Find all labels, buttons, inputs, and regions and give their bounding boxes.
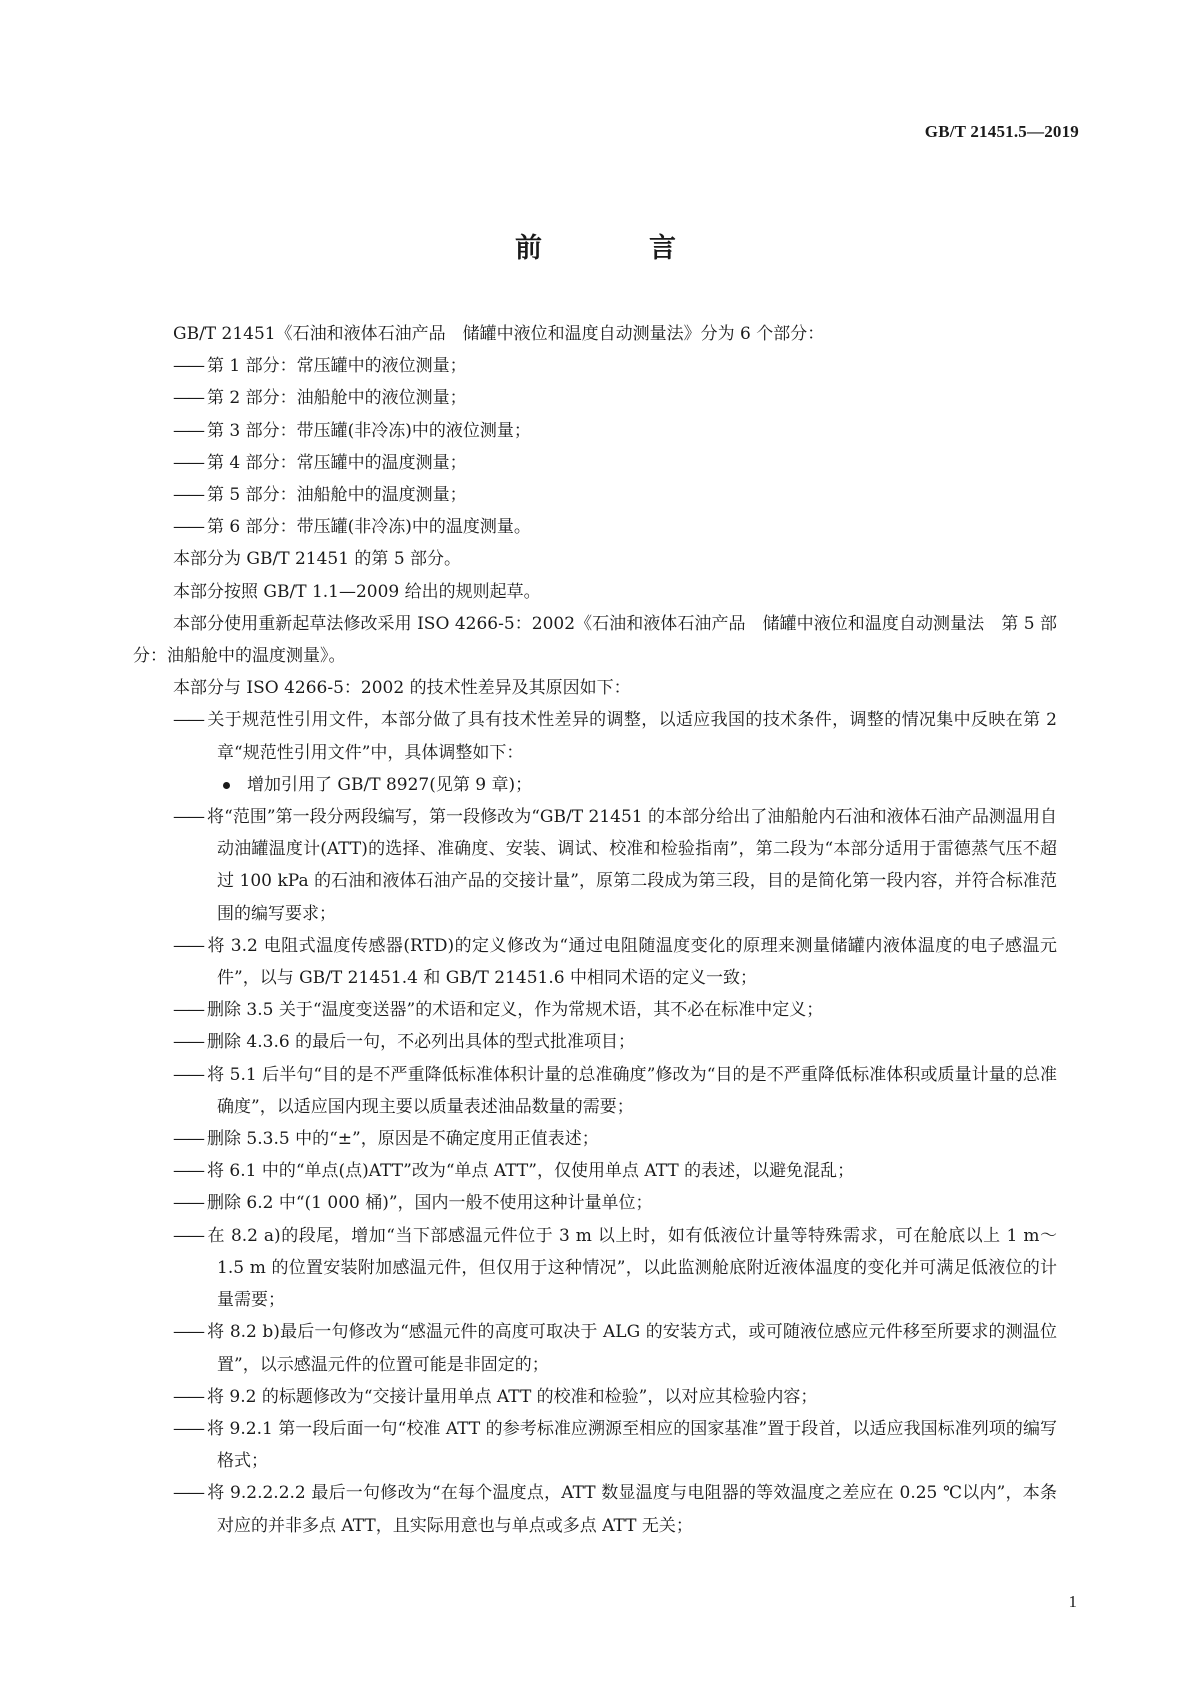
list-item: —— 将 9.2.2.2.2 最后一句修改为“在每个温度点，ATT 数显温度与电阻器的等效温度之差应在 0.25 ℃以内”，本条对应的并非多点 ATT，且实际用意也与单点或多点 ATT 无关； xyxy=(133,1477,1057,1541)
list-item: —— 将 3.2 电阻式温度传感器(RTD)的定义修改为“通过电阻随温度变化的原理来测量储罐内液体温度的电子感温元件”，以与 GB/T 21451.4 和 GB/T 21451.6 中相同术语的定义一致； xyxy=(133,930,1057,994)
paragraph: 本部分与 ISO 4266-5：2002 的技术性差异及其原因如下： xyxy=(173,678,631,699)
standard-code: GB/T 21451.5—2019 xyxy=(924,122,1079,141)
page-title: 前 言 xyxy=(515,233,716,264)
list-item: —— 第 3 部分：带压罐(非冷冻)中的液位测量； xyxy=(133,415,1057,447)
list-item: —— 第 5 部分：油船舱中的温度测量； xyxy=(133,479,1057,511)
list-item: —— 将 8.2 b)最后一句修改为“感温元件的高度可取决于 ALG 的安装方式，或可随液位感应元件移至所要求的测温位置”，以示感温元件的位置可能是非固定的； xyxy=(133,1316,1057,1380)
paragraph: 本部分使用重新起草法修改采用 ISO 4266-5：2002《石油和液体石油产品 储罐中液位和温度自动测量法 第 5 部分：油船舱中的温度测量》。 xyxy=(133,613,1057,667)
paragraph: 本部分按照 GB/T 1.1—2009 给出的规则起草。 xyxy=(173,581,541,602)
page-number: 1 xyxy=(1068,1592,1077,1611)
list-item: —— 关于规范性引用文件，本部分做了具有技术性差异的调整，以适应我国的技术条件，调整的情况集中反映在第 2 章“规范性引用文件”中，具体调整如下： xyxy=(133,704,1057,768)
list-item: —— 将 5.1 后半句“目的是不严重降低标准体积计量的总准确度”修改为“目的是不严重降低标准体积或质量计量的总准确度”，以适应国内现主要以质量表述油品数量的需要； xyxy=(133,1059,1057,1123)
list-item: —— 第 6 部分：带压罐(非冷冻)中的温度测量。 xyxy=(133,511,1057,543)
list-item: —— 删除 3.5 关于“温度变送器”的术语和定义，作为常规术语，其不必在标准中定义； xyxy=(133,994,1057,1026)
list-item: —— 将 9.2.1 第一段后面一句“校准 ATT 的参考标准应溯源至相应的国家基准”置于段首，以适应我国标准列项的编写格式； xyxy=(133,1413,1057,1477)
paragraph: 本部分为 GB/T 21451 的第 5 部分。 xyxy=(173,549,462,570)
list-item: —— 删除 4.3.6 的最后一句，不必列出具体的型式批准项目； xyxy=(133,1026,1057,1058)
list-item: —— 第 2 部分：油船舱中的液位测量； xyxy=(133,382,1057,414)
list-item: —— 删除 6.2 中“(1 000 桶)”，国内一般不使用这种计量单位； xyxy=(133,1187,1057,1219)
document-body xyxy=(133,318,1057,1542)
bullet-item: 增加引用了 GB/T 8927(见第 9 章)； xyxy=(133,769,1057,801)
list-item: —— 将 9.2 的标题修改为“交接计量用单点 ATT 的校准和检验”，以对应其检验内容； xyxy=(133,1381,1057,1413)
list-item: —— 第 1 部分：常压罐中的液位测量； xyxy=(133,350,1057,382)
paragraph: GB/T 21451《石油和液体石油产品 储罐中液位和温度自动测量法》分为 6 个部分： xyxy=(173,324,825,344)
list-item: —— 将 6.1 中的“单点(点)ATT”改为“单点 ATT”，仅使用单点 ATT 的表述，以避免混乱； xyxy=(133,1155,1057,1187)
list-item: —— 将“范围”第一段分两段编写，第一段修改为“GB/T 21451 的本部分给出了油船舱内石油和液体石油产品测温用自动油罐温度计(ATT)的选择、准确度、安装、调试、校准和检验指南”，第二段为“本部分适用于雷德蒸气压不超过 100 kPa 的石油和液体石油产品的交接计量”，原第二段成为第三段，目的是简化第一段内容，并符合标准范围的编写要求； xyxy=(133,801,1057,930)
list-item: —— 在 8.2 a)的段尾，增加“当下部感温元件位于 3 m 以上时，如有低液位计量等特殊需求，可在舱底以上 1 m～1.5 m 的位置安装附加感温元件，但仅用于这种情况”，以此监测舱底附近液体温度的变化并可满足低液位的计量需要； xyxy=(133,1220,1057,1317)
list-item: —— 第 4 部分：常压罐中的温度测量； xyxy=(133,447,1057,479)
list-item: —— 删除 5.3.5 中的“±”，原因是不确定度用正值表述； xyxy=(133,1123,1057,1155)
